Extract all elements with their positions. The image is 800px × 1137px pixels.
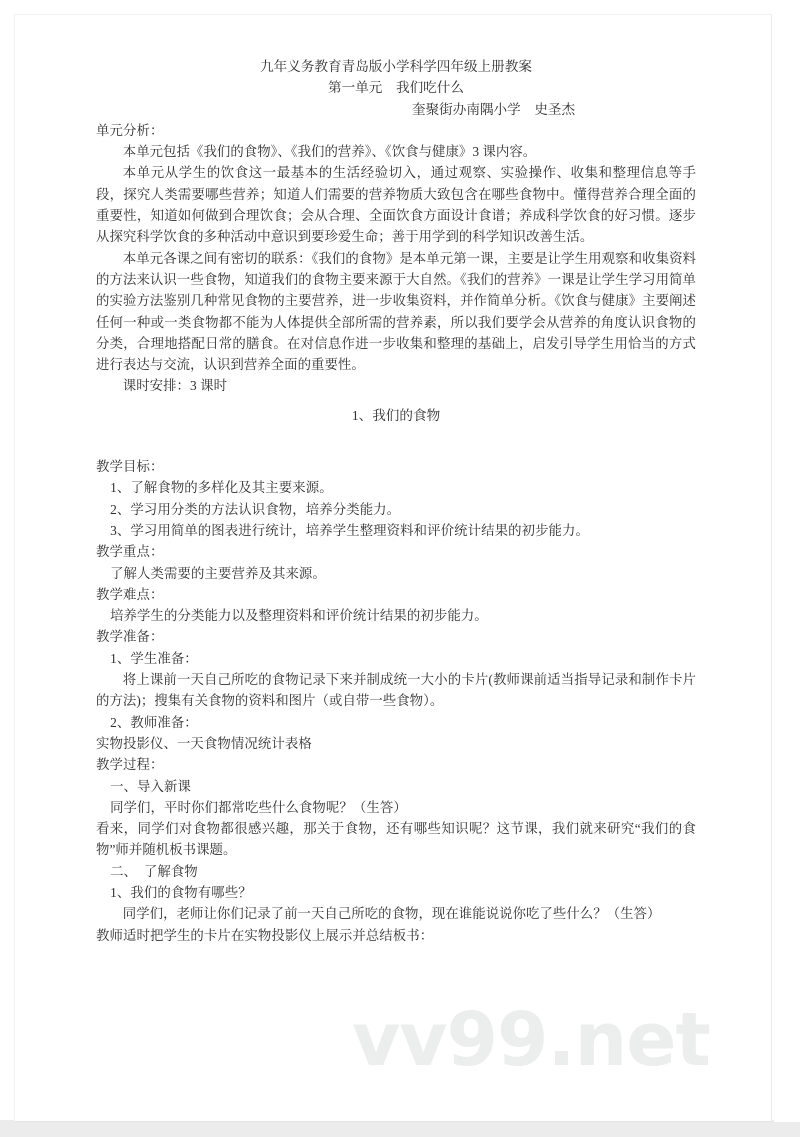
difficulty-heading: 教学难点： bbox=[96, 586, 164, 602]
student-preparation-heading: 1、学生准备： bbox=[110, 650, 198, 666]
document-text-body bbox=[96, 56, 696, 946]
key-point-text: 了解人类需要的主要营养及其来源。 bbox=[110, 565, 326, 581]
preparation-heading: 教学准备： bbox=[96, 629, 164, 645]
teacher-preparation-heading: 2、教师准备： bbox=[110, 714, 198, 730]
step-one-heading: 一、导入新课 bbox=[110, 778, 192, 794]
page-drop-shadow-bottom bbox=[0, 1120, 800, 1137]
step-one-question: 同学们，平时你们都常吃些什么食物呢？（生答） bbox=[110, 799, 407, 815]
teacher-preparation-text: 实物投影仪、一天食物情况统计表格 bbox=[96, 735, 312, 751]
step-two-text: 教师适时把学生的卡片在实物投影仪上展示并总结板书： bbox=[96, 927, 434, 943]
objectives-heading: 教学目标： bbox=[96, 459, 164, 475]
spacer-before-lesson-title bbox=[96, 397, 696, 405]
step-two-subheading: 1、我们的食物有哪些？ bbox=[110, 884, 252, 900]
unit-analysis-heading: 单元分析： bbox=[96, 122, 164, 138]
lesson-title: 1、我们的食物 bbox=[351, 407, 441, 423]
class-hours-line: 课时安排：3 课时 bbox=[122, 378, 228, 394]
unit-analysis-paragraph-1: 本单元包括《我们的食物》、《我们的营养》、《饮食与健康》3 课内容。 bbox=[122, 144, 537, 160]
student-preparation-text: 将上课前一天自己所吃的食物记录下来并制成统一大小的卡片(教师课前适当指导记录和制作卡片的方法)；搜集有关食物的资料和图片（或自带一些食物）。 bbox=[96, 672, 696, 709]
objective-item-2: 2、学习用分类的方法认识食物，培养分类能力。 bbox=[110, 501, 401, 517]
step-two-heading: 二、 了解食物 bbox=[110, 863, 198, 879]
objective-item-3: 3、学习用简单的图表进行统计，培养学生整理资料和评价统计结果的初步能力。 bbox=[110, 522, 590, 538]
difficulty-text: 培养学生的分类能力以及整理资料和评价统计结果的初步能力。 bbox=[110, 608, 488, 624]
page-right-gutter bbox=[774, 14, 800, 1122]
unit-analysis-paragraph-3: 本单元各课之间有密切的联系：《我们的食物》是本单元第一课，主要是让学生用观察和收集资料的方法来认识一些食物，知道我们的食物主要来源于大自然。《我们的营养》一课是让学生学习用简单的实验方法鉴别几种常见食物的主要营养，进一步收集资料，并作简单分析。《饮食与健康》主要阐述任何一种或一类食物都不能为人体提供全部所需的营养素，所以我们要学会从营养的角度认识食物的分类，合理地搭配日常的膳食。在对信息作进一步收集和整理的基础上，启发引导学生用恰当的方式进行表达与交流，认识到营养全面的重要性。 bbox=[96, 250, 696, 373]
unit-analysis-paragraph-2: 本单元从学生的饮食这一最基本的生活经验切入，通过观察、实验操作、收集和整理信息等手段，探究人类需要哪些营养；知道人们需要的营养物质大致包含在哪些食物中。懂得营养合理全面的重要性，知道如何做到合理饮食；会从合理、全面饮食方面设计食谱；养成科学饮食的好习惯。逐步从探究科学饮食的多种活动中意识到要珍爱生命；善于用学到的科学知识改善生活。 bbox=[96, 165, 696, 245]
document-title-line-1: 九年义务教育青岛版小学科学四年级上册教案 bbox=[260, 59, 532, 74]
site-watermark: vv99.net bbox=[352, 997, 710, 1083]
step-one-text: 看来，同学们对食物都很感兴趣，那关于食物，还有哪些知识呢？这节课，我们就来研究“我们的食物”师并随机板书课题。 bbox=[96, 821, 696, 858]
objective-item-1: 1、了解食物的多样化及其主要来源。 bbox=[110, 480, 333, 496]
spacer-after-lesson-title bbox=[96, 426, 696, 456]
process-heading: 教学过程： bbox=[96, 757, 164, 773]
step-two-question: 同学们，老师让你们记录了前一天自己所吃的食物，现在谁能说说你吃了些什么？（生答） bbox=[122, 906, 661, 922]
key-point-heading: 教学重点： bbox=[96, 544, 164, 560]
document-title-line-2: 第一单元 我们吃什么 bbox=[328, 80, 464, 96]
document-byline: 奎聚街办南隅小学 史圣杰 bbox=[412, 101, 576, 117]
